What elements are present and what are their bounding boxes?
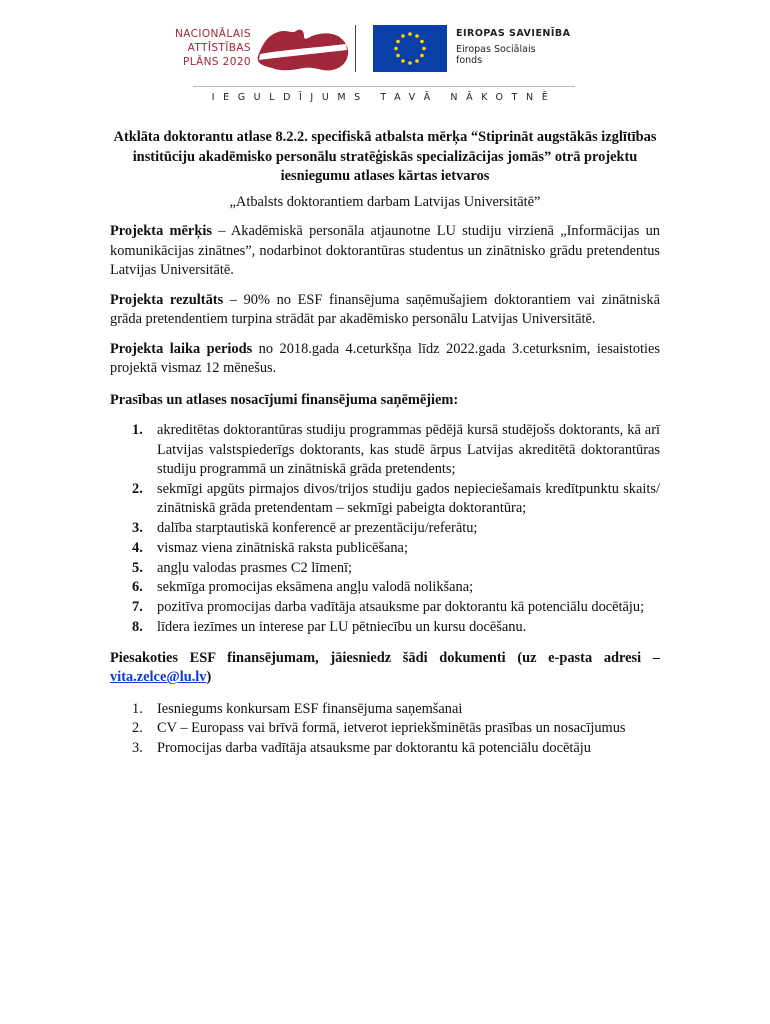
list-item-number: 1. bbox=[132, 422, 143, 438]
list-item bbox=[110, 598, 660, 618]
document-body bbox=[110, 128, 660, 758]
eu-title: EIROPAS SAVIENĪBA bbox=[456, 28, 571, 39]
list-item bbox=[110, 519, 660, 539]
list-item bbox=[110, 700, 660, 720]
list-item-number: 4. bbox=[132, 539, 143, 556]
list-item-number: 1. bbox=[132, 700, 143, 717]
nap-logo-line-1: NACIONĀLAIS bbox=[174, 28, 251, 40]
list-item bbox=[110, 539, 660, 559]
list-item bbox=[110, 719, 660, 739]
esf-subtitle-line-2: fonds bbox=[456, 55, 483, 66]
document-title: Atklāta doktorantu atlase 8.2.2. specifiskā atbalsta mērķa “Stiprināt augstākās izglītības institūciju akadēmisko personālu stratēģiskās specializācijas jomās” otrā projektu iesniegumu atlases kārtas ietvaros bbox=[113, 129, 657, 184]
project-results-paragraph bbox=[110, 291, 660, 330]
list-item-number: 2. bbox=[132, 720, 143, 737]
requirements-heading: Prasības un atlases nosacījumi finansējuma saņēmējiem: bbox=[110, 391, 459, 408]
list-item bbox=[110, 559, 660, 579]
list-item-number: 5. bbox=[132, 559, 143, 576]
project-period-text: no 2018.gada 4.ceturkšņa līdz 2022.gada 3.ceturksnim, iesaistoties projektā vismaz 12 mēnešus. bbox=[110, 340, 660, 376]
esf-subtitle bbox=[456, 44, 571, 66]
list-item-text: angļu valodas prasmes C2 līmenī; bbox=[157, 559, 353, 576]
project-goal-text: – Akadēmiskā personāla atjaunotne LU studiju virzienā „Informācijas un komunikācijas zinātnes”, nodarbinot doktorantūras studentus un zinātnisko grādu pretendentus Latvijas Universitātē. bbox=[110, 223, 660, 278]
documents-list bbox=[110, 700, 660, 759]
list-item-text: Iesniegums konkursam ESF finansējuma saņemšanai bbox=[157, 700, 463, 717]
list-item bbox=[110, 421, 660, 480]
eu-flag-icon bbox=[373, 25, 447, 72]
list-item-number: 3. bbox=[132, 739, 143, 756]
list-item-text: akreditētas doktorantūras studiju programmas pēdējā kursā studējošs doktorants, kā arī Latvijas valstspiederīgs doktorants, kas studē ārpus Latvijas akreditētā doktorantūras studiju programmā un zinātniskā grāda pretendents; bbox=[157, 422, 660, 477]
latvia-map-icon bbox=[252, 26, 350, 72]
esf-subtitle-line-1: Eiropas Sociālais bbox=[456, 44, 536, 55]
list-item-number: 3. bbox=[132, 520, 143, 537]
apply-heading-text: Piesakoties ESF finansējumam, jāiesniedz šādi dokumenti (uz e-pasta adresi – bbox=[110, 649, 660, 666]
list-item bbox=[110, 739, 660, 759]
requirements-list bbox=[110, 421, 660, 638]
project-results-text: – 90% no ESF finansējuma saņēmušajiem doktorantiem vai zinātniskā grāda pretendentiem turpina strādāt par akadēmisko personālu Latvijas Universitātē. bbox=[110, 291, 660, 327]
project-period-paragraph bbox=[110, 340, 660, 379]
list-item-text: sekmīgi apgūts pirmajos divos/trijos studiju gados nepieciešamais kredītpunktu skaits/ zinātniskā grāda pretendentam – sekmīgi pabeigta doktorantūra; bbox=[157, 480, 660, 517]
list-item-number: 6. bbox=[132, 579, 143, 596]
project-results-label: Projekta rezultāts bbox=[110, 291, 224, 308]
list-item-text: CV – Europass vai brīvā formā, ietverot iepriekšminētās prasības un nosacījumus bbox=[157, 720, 626, 737]
document-subtitle: „Atbalsts doktorantiem darbam Latvijas Universitātē” bbox=[229, 193, 541, 210]
apply-heading bbox=[110, 649, 660, 688]
list-item-text: sekmīga promocijas eksāmena angļu valodā nolikšana; bbox=[157, 579, 474, 596]
list-item-text: Promocijas darba vadītāja atsauksme par doktorantu kā potenciālu docētāju bbox=[157, 739, 591, 756]
list-item-text: pozitīva promocijas darba vadītāja atsauksme par doktorantu kā potenciālu docētāju; bbox=[157, 599, 645, 616]
list-item-text: līdera iezīmes un interese par LU pētniecību un kursu docēšanu. bbox=[157, 619, 527, 636]
nap-2020-logo-text bbox=[171, 27, 251, 69]
list-item-number: 7. bbox=[132, 599, 143, 616]
logo-divider bbox=[355, 25, 356, 72]
email-link[interactable]: vita.zelce@lu.lv bbox=[110, 669, 207, 686]
header-rule bbox=[193, 86, 575, 87]
apply-heading-closing: ) bbox=[206, 669, 212, 686]
eu-esf-label bbox=[456, 28, 571, 66]
list-item bbox=[110, 480, 660, 519]
project-goal-paragraph bbox=[110, 222, 660, 281]
list-item-number: 8. bbox=[132, 619, 143, 636]
list-item bbox=[110, 578, 660, 598]
list-item bbox=[110, 618, 660, 638]
nap-logo-line-2: ATTĪSTĪBAS bbox=[187, 42, 251, 54]
list-item-text: vismaz viena zinātniskā raksta publicēšana; bbox=[157, 539, 408, 556]
list-item-number: 2. bbox=[132, 480, 143, 497]
logo-header bbox=[0, 0, 770, 110]
nap-logo-line-3: PLĀNS 2020 bbox=[183, 56, 251, 68]
project-period-label: Projekta laika periods bbox=[110, 340, 253, 357]
project-goal-label: Projekta mērķis bbox=[110, 223, 212, 239]
tagline: IEGULDĪJUMS TAVĀ NĀKOTNĒ bbox=[211, 92, 557, 103]
list-item-text: dalība starptautiskā konferencē ar prezentāciju/referātu; bbox=[157, 520, 478, 537]
